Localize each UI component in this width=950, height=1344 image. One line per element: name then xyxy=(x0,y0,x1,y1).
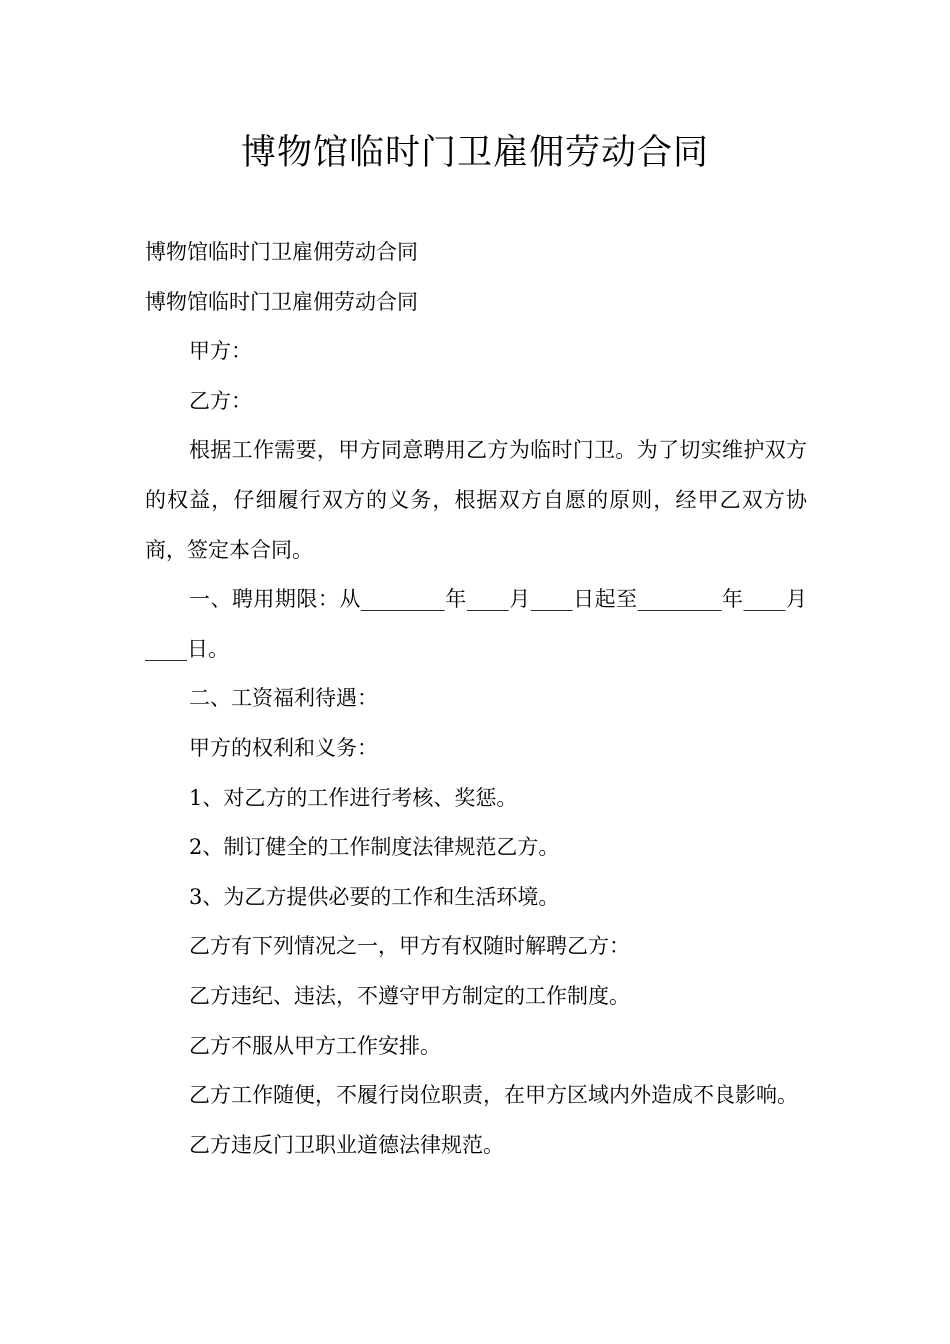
term-clause: 一、聘用期限：从________年____月____日起至________年____月____日。 xyxy=(145,587,807,661)
salary-clause-heading: 二、工资福利待遇： xyxy=(189,686,378,711)
document-body xyxy=(145,228,807,1170)
preamble-paragraph: 根据工作需要，甲方同意聘用乙方为临时门卫。为了切实维护双方的权益，仔细履行双方的义务，根据双方自愿的原则，经甲乙双方协商，签定本合同。 xyxy=(145,438,807,562)
document-title: 博物馆临时门卫雇佣劳动合同 xyxy=(240,133,709,173)
dismissal-conditions-heading: 乙方有下列情况之一，甲方有权随时解聘乙方： xyxy=(189,934,630,959)
list-item: 2、制订健全的工作制度法律规范乙方。 xyxy=(189,835,560,860)
dismissal-condition: 乙方违纪、违法，不遵守甲方制定的工作制度。 xyxy=(189,983,630,1008)
party-a-line: 甲方： xyxy=(189,339,252,364)
dismissal-condition: 乙方工作随便，不履行岗位职责，在甲方区域内外造成不良影响。 xyxy=(189,1083,798,1108)
dismissal-condition: 乙方违反门卫职业道德法律规范。 xyxy=(189,1132,504,1157)
list-item: 3、为乙方提供必要的工作和生活环境。 xyxy=(189,884,560,909)
dismissal-condition: 乙方不服从甲方工作安排。 xyxy=(189,1033,441,1058)
paragraph-heading-1: 博物馆临时门卫雇佣劳动合同 xyxy=(145,240,418,264)
paragraph-heading-2: 博物馆临时门卫雇佣劳动合同 xyxy=(145,289,418,314)
list-item: 1、对乙方的工作进行考核、奖惩。 xyxy=(189,785,518,810)
party-a-rights-heading: 甲方的权利和义务： xyxy=(189,735,378,760)
party-b-line: 乙方： xyxy=(189,388,252,413)
